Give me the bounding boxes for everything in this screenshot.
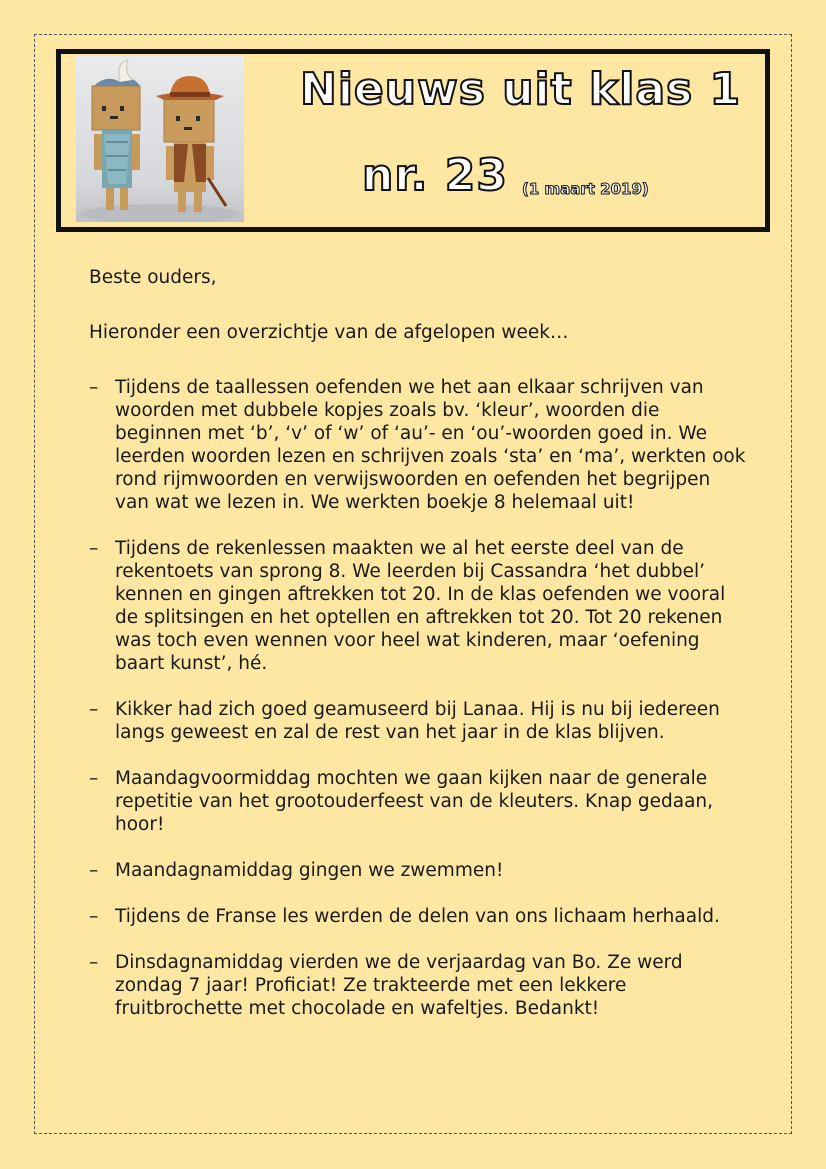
bullet-dash: – <box>89 906 99 927</box>
intro-text: Hieronder een overzichtje van de afgelopen week… <box>89 322 569 343</box>
list-item-text: Tijdens de taallessen oefenden we het aan elkaar schrijven van woorden met dubbele kopjes zoals bv. ‘kleur’, woorden die beginnen met ‘b’, ‘v’ of ‘w’ of ‘au’- en ‘ou’-woorden goed in. We leerden woorden lezen en schrijven zoals ‘sta’ en ‘ma’, werkten ook rond rijmwoorden en verwijswoorden en oefenden het begrijpen van wat we lezen in. We werkten boekje 8 helemaal uit! <box>115 377 746 513</box>
list-item <box>89 951 749 1020</box>
letter-body <box>89 266 749 1043</box>
list-item-text: Dinsdagnamiddag vierden we de verjaardag van Bo. Ze werd zondag 7 jaar! Proficiat! Ze trakteerde met een lekkere fruitbrochette met chocolade en wafeltjes. Bedankt! <box>115 952 683 1019</box>
list-item-text: Tijdens de Franse les werden de delen van ons lichaam herhaald. <box>115 906 720 927</box>
list-item-text: Kikker had zich goed geamuseerd bij Lanaa. Hij is nu bij iedereen langs geweest en zal de rest van het jaar in de klas blijven. <box>115 699 720 743</box>
news-list <box>89 376 749 1020</box>
list-item <box>89 859 749 882</box>
greeting: Beste ouders, <box>89 267 217 288</box>
header-photo <box>76 56 244 222</box>
list-item <box>89 905 749 928</box>
issue-date: (1 maart 2019) <box>522 180 649 198</box>
issue-number: nr. 23 <box>362 150 509 201</box>
list-item-text: Maandagnamiddag gingen we zwemmen! <box>115 860 504 881</box>
bullet-dash: – <box>89 538 99 559</box>
bullet-dash: – <box>89 768 99 789</box>
bullet-dash: – <box>89 699 99 720</box>
cardboard-robots-photo-icon <box>76 56 244 222</box>
bullet-dash: – <box>89 952 99 973</box>
list-item-text: Tijdens de rekenlessen maakten we al het eerste deel van de rekentoets van sprong 8. We leerden bij Cassandra ‘het dubbel’ kennen en gingen aftrekken tot 20. In de klas oefenden we vooral de splitsingen en het optellen en aftrekken tot 20. Tot 20 rekenen was toch even wennen voor heel wat kinderen, maar ‘oefening baart kunst’, hé. <box>115 538 726 674</box>
list-item <box>89 698 749 744</box>
list-item-text: Maandagvoormiddag mochten we gaan kijken naar de generale repetitie van het grootouderfeest van de kleuters. Knap gedaan, hoor! <box>115 768 714 835</box>
list-item <box>89 537 749 675</box>
list-item <box>89 376 749 514</box>
newsletter-title: Nieuws uit klas 1 <box>300 64 742 115</box>
list-item <box>89 767 749 836</box>
bullet-dash: – <box>89 377 99 398</box>
bullet-dash: – <box>89 860 99 881</box>
